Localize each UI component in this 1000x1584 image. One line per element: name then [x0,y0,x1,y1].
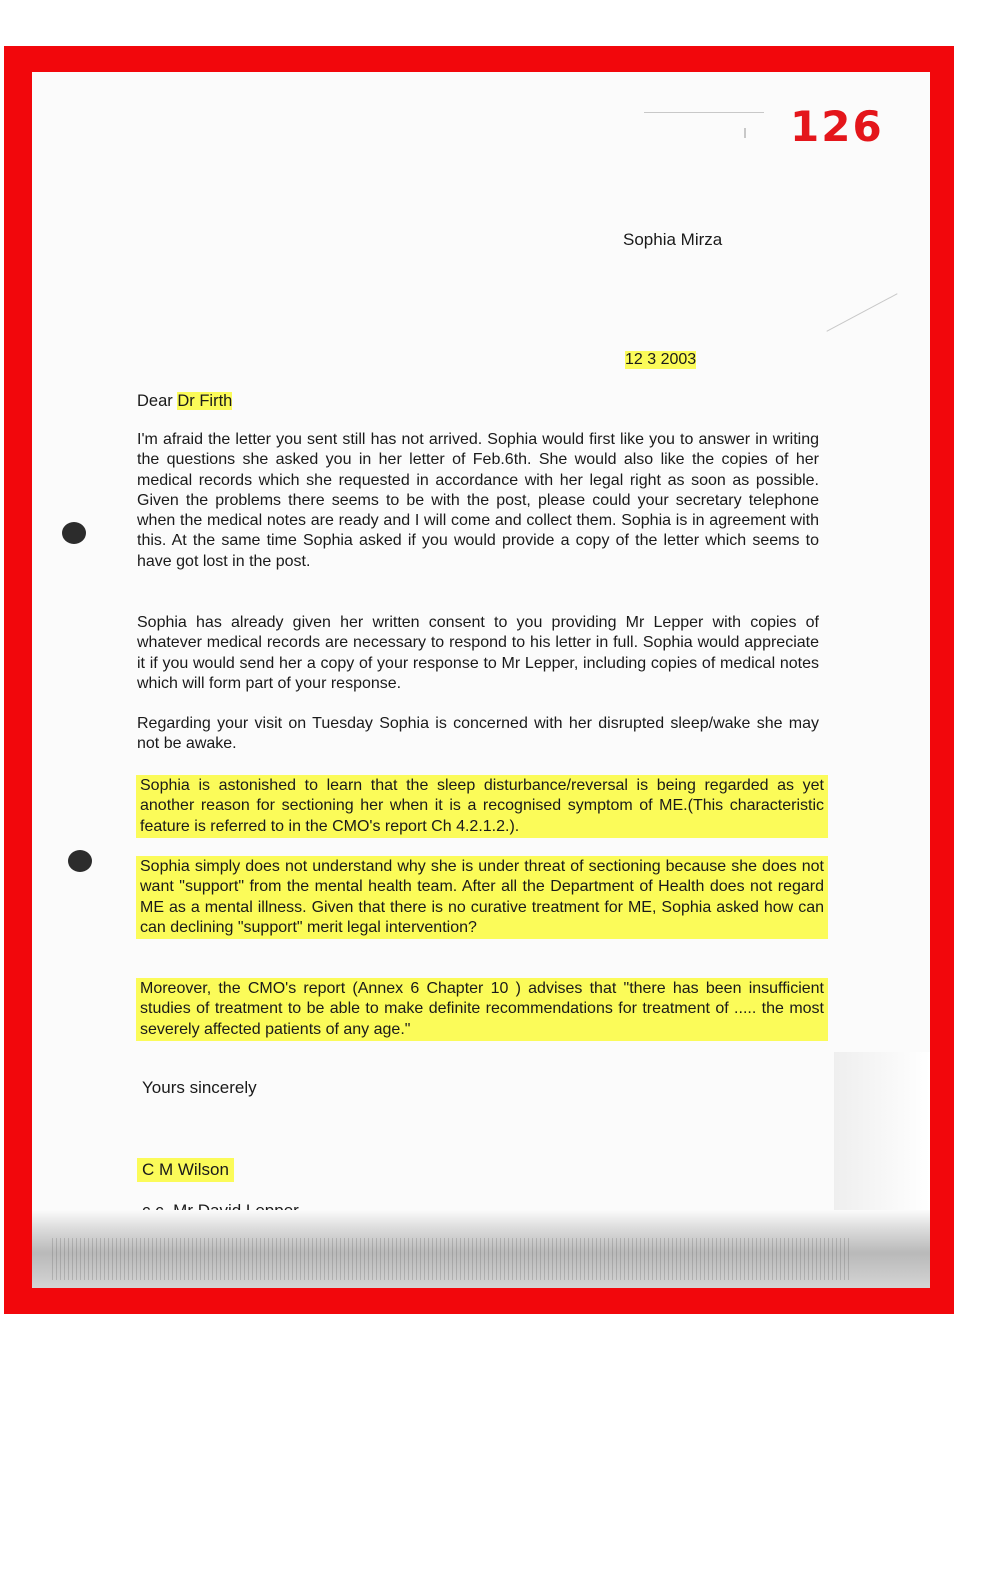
punch-hole [62,522,86,544]
highlighted-paragraph-1: Sophia is astonished to learn that the sleep disturbance/reversal is being regarded as yet another reason for sectioning her when it is a recognised symptom of ME.(This characteristic feature is referred to in the CMO's report Ch 4.2.1.2.). [136,775,828,838]
scan-noise [52,1238,850,1280]
salutation-prefix: Dear [137,392,173,410]
scan-artifact-mark [744,128,746,138]
scan-artifact-line [644,112,764,113]
handwritten-page-number: 126 [790,102,884,151]
red-border-frame [4,46,954,1314]
highlighted-paragraph-2: Sophia simply does not understand why she is under threat of sectioning because she does not want "support" from the mental health team. After all the Department of Health does not regard ME as a mental illness. Given that there is no curative treatment for ME, Sophia asked how can can declining "support" merit legal intervention? [136,856,828,939]
signature-name: C M Wilson [137,1158,234,1182]
highlighted-paragraph-3: Moreover, the CMO's report (Annex 6 Chapter 10 ) advises that "there has been insufficient studies of treatment to be able to make definite recommendations for treatment of ..... the most severely affected patients of any age." [136,978,828,1041]
scanned-letter-page [32,72,930,1288]
sender-name: Sophia Mirza [623,230,723,249]
letter-date: 12 3 2003 [625,351,697,368]
punch-hole [68,850,92,872]
paragraph-1: I'm afraid the letter you sent still has not arrived. Sophia would first like you to answer in writing the questions she asked you in her letter of Feb.6th. She would also like the copies of her medical records which she requested in accordance with her legal right as soon as possible. Given the problems there seems to be with the post, please could your secretary telephone when the medical notes are ready and I will come and collect them. Sophia is in agreement with this. At the same time Sophia asked if you would provide a copy of the letter which seems to have got lost in the post. [137,431,819,570]
paragraph-2: Sophia has already given her written consent to you providing Mr Lepper with copies of whatever medical records are necessary to respond to his letter in full. Sophia would appreciate it if you would send her a copy of your response to Mr Lepper, including copies of medical notes which will form part of your response. [137,614,819,692]
scan-artifact-line [826,293,897,331]
salutation [137,392,232,411]
recipient-name: Dr Firth [177,392,233,410]
paragraph-3: Regarding your visit on Tuesday Sophia is concerned with her disrupted sleep/wake she may not be awake. [137,715,819,753]
closing: Yours sincerely [142,1078,257,1097]
